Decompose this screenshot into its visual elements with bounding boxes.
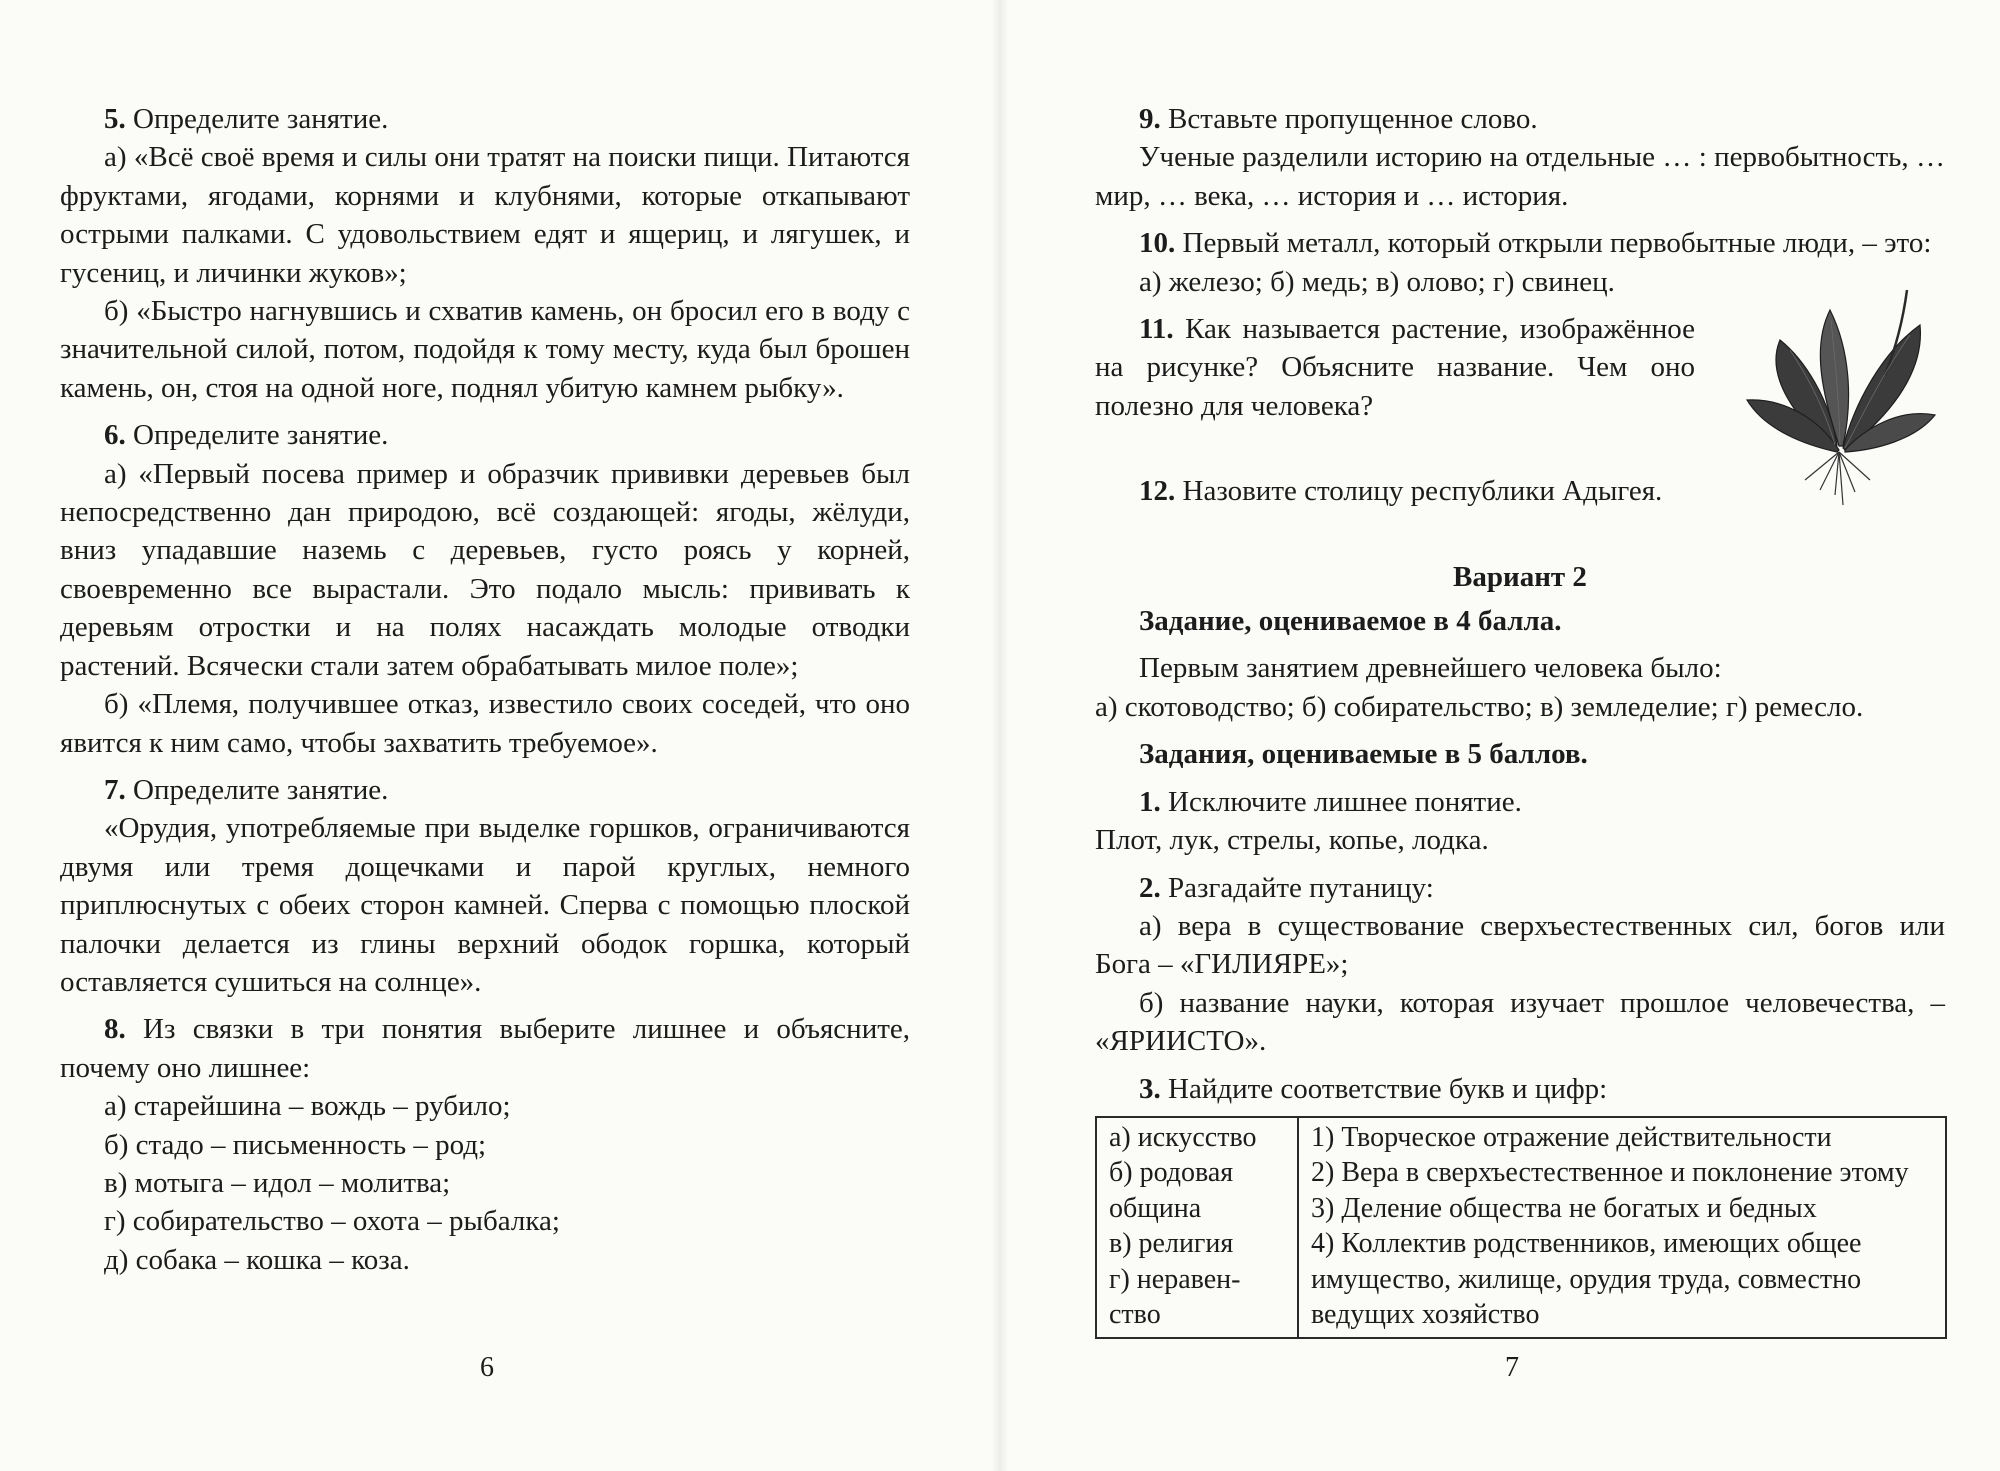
left-page-content — [60, 100, 910, 1279]
question-9-heading: 9. Вставьте пропущенное слово. — [1139, 103, 1538, 135]
variant-2-question-1-text: Плот, лук, стрелы, копье, лодка. — [1095, 824, 1489, 857]
question-11-block — [1095, 310, 1945, 425]
question-7-heading: 7. Определите занятие. — [104, 773, 389, 806]
page-number-left: 6 — [480, 1352, 494, 1383]
variant-2-question-2-option-b: б) название науки, которая изучает прошлое человечества, – «ЯРИИСТО». — [1095, 986, 1945, 1058]
question-10-options: а) железо; б) медь; в) олово; г) свинец. — [1139, 265, 1615, 298]
question-5-option-b: б) «Быстро нагнувшись и схватив камень, он бросил его в воду с значительной силой, потом, подойдя к тому месту, куда был брошен камень, он, стоя на одной ноге, поднял убитую камнем рыбку». — [60, 295, 910, 404]
question-8-heading: 8. Из связки в три понятия выберите лишнее и объясните, почему оно лишнее: — [60, 1013, 911, 1084]
question-6-option-b: б) «Племя, получившее отказ, известило своих соседей, что оно явится к ним само, чтобы захватить требуемое». — [60, 688, 910, 759]
variant-2-question-2-option-a: а) вера в существование сверхъестественных сил, богов или Бога – «ГИЛИЯРЕ»; — [1095, 909, 1945, 981]
plantain-plant-illustration — [1735, 280, 1945, 510]
question-10-heading: 10. Первый металл, который открыли первобытные люди, – это: — [1139, 227, 1932, 260]
question-8-item: а) старейшина – вождь – рубило; — [104, 1090, 511, 1123]
question-8-item: г) собирательство – охота – рыбалка; — [104, 1205, 560, 1238]
question-8-item: б) стадо – письменность – род; — [104, 1128, 487, 1161]
question-5-option-a: а) «Всё своё время и силы они тратят на поиски пищи. Питаются фруктами, ягодами, корнями и клубнями, которые откапывают острыми палками. С удовольствием едят и ящериц, и лягушек, и гусениц, и личинки жуков»; — [60, 141, 910, 289]
question-12-heading: 12. Назовите столицу республики Адыгея. — [1139, 475, 1663, 508]
section-4-options: а) скотоводство; б) собирательство; в) земледелие; г) ремесло. — [1095, 690, 1864, 723]
matching-table-numbers: 1) Творческое отражение действительности 2) Вера в сверхъестественное и поклонение этому 3) Деление общества не богатых и бедных 4) Коллектив родственников, имеющих общее имущество, жилище, орудия труда, совместно ведущих хозяйство — [1298, 1117, 1946, 1338]
question-6-heading: 6. Определите занятие. — [104, 419, 389, 452]
question-11-heading: 11. Как называется растение, изображённое на рисунке? Объясните название. Чем оно полезно для человека? — [1095, 313, 1695, 422]
question-8-item: д) собака – кошка – коза. — [104, 1243, 410, 1276]
question-7-text: «Орудия, употребляемые при выделке горшков, ограничиваются двумя или тремя дощечками и парой круглых, немного приплюснутых с обеих сторон камней. Сперва с помощью плоской палочки делается из глины верхний ободок горшка, который оставляется сушиться на солнце». — [60, 812, 910, 998]
section-5-points-title: Задания, оцениваемые в 5 баллов. — [1139, 738, 1588, 771]
section-4-question: Первым занятием древнейшего человека было: — [1139, 652, 1722, 685]
matching-table — [1095, 1116, 1947, 1339]
right-page-content — [1095, 100, 1945, 1339]
variant-2-question-2-heading: 2. Разгадайте путаницу: — [1139, 871, 1434, 904]
question-8-item: в) мотыга – идол – молитва; — [104, 1166, 451, 1199]
variant-2-title: Вариант 2 — [1453, 560, 1587, 593]
right-page — [1000, 0, 2000, 1471]
variant-2-question-3-heading: 3. Найдите соответствие букв и цифр: — [1139, 1072, 1608, 1105]
question-9-text: Ученые разделили историю на отдельные … : первобытность, … мир, … века, … история и … история. — [1095, 141, 1945, 212]
question-5-heading: 5. Определите занятие. — [104, 103, 389, 135]
matching-table-letters: а) искусство б) родовая община в) религия г) нерaвен- ство — [1096, 1117, 1298, 1338]
question-6-option-a: а) «Первый посева пример и образчик прививки деревьев был непосредственно дан природою, всё создающей: ягоды, жёлуди, вниз упадавшие наземь с деревьев, густо роясь у корней, своевременно все вырастали. Это подало мысль: прививать к деревьям отростки и на полях насаждать молодые отводки растений. Всячески стали затем обрабатывать милое поле»; — [60, 457, 910, 682]
variant-2-question-1-heading: 1. Исключите лишнее понятие. — [1139, 785, 1522, 818]
section-4-points-title: Задание, оцениваемое в 4 балла. — [1139, 605, 1562, 638]
page-number-right: 7 — [1505, 1352, 1519, 1383]
